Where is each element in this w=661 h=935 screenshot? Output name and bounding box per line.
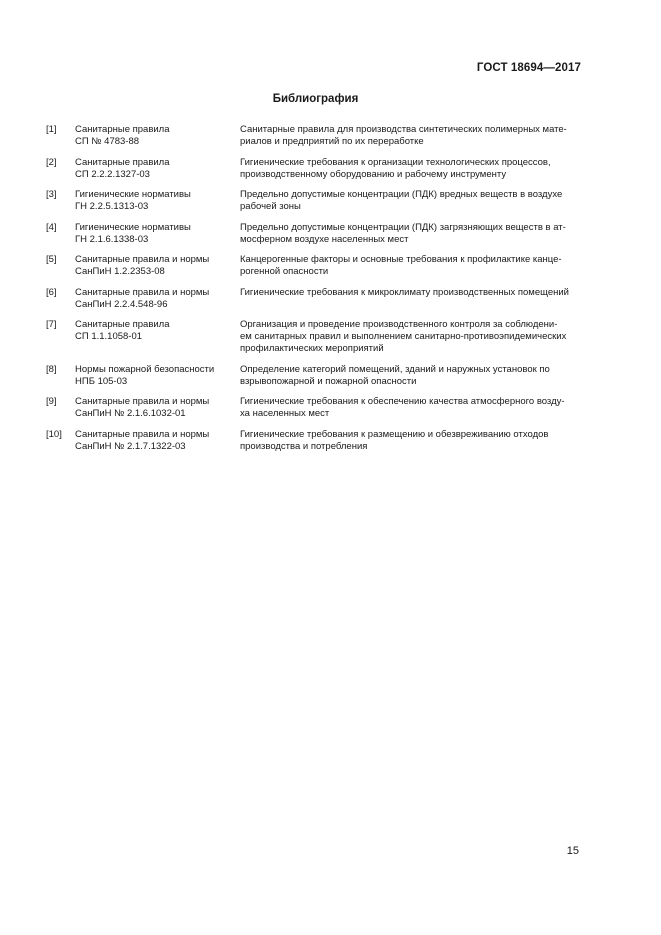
- entry-title-line: ха населенных мест: [240, 408, 330, 419]
- entry-title: [240, 396, 586, 420]
- entry-title-line: риалов и предприятий по их переработке: [240, 136, 424, 147]
- entry-title: [240, 287, 586, 311]
- bibliography-entry: [46, 287, 586, 311]
- entry-source-line: Санитарные правила и нормы: [75, 286, 210, 298]
- entry-source: [75, 319, 240, 355]
- entry-source-line: Санитарные правила и нормы: [75, 428, 210, 440]
- bibliography-entry: [46, 364, 586, 388]
- bibliography-entry: [46, 124, 586, 148]
- entry-source-line: СП 1.1.1058-01: [75, 331, 143, 342]
- entry-title-line: производства и потребления: [240, 440, 368, 452]
- entry-source-line: Санитарные правила и нормы: [75, 396, 210, 407]
- bibliography-entry: [46, 157, 586, 181]
- entry-title-line: Гигиенические требования к организации технологических процессов,: [240, 156, 551, 168]
- entry-source: [75, 287, 240, 311]
- entry-source-line: СП 2.2.2.1327-03: [75, 168, 150, 180]
- entry-title: [240, 124, 586, 148]
- entry-title: [240, 222, 586, 246]
- document-code: ГОСТ 18694—2017: [476, 62, 581, 74]
- entry-title-line: мосферном воздухе населенных мест: [240, 233, 409, 245]
- section-title: Библиография: [272, 93, 359, 105]
- bibliography-entry: [46, 222, 586, 246]
- entry-source-line: СанПиН № 2.1.6.1032-01: [75, 408, 186, 419]
- entry-number: [2]: [46, 156, 57, 168]
- entry-source: [75, 222, 240, 246]
- entry-source-line: Санитарные правила: [75, 156, 170, 168]
- page-number: 15: [566, 845, 579, 857]
- entry-title-line: Гигиенические требования к обеспечению качества атмосферного возду-: [240, 396, 565, 407]
- entry-source: [75, 189, 240, 213]
- entry-source-line: НПБ 105-03: [75, 375, 128, 387]
- bibliography-list: [46, 124, 586, 461]
- entry-source-line: ГН 2.1.6.1338-03: [75, 233, 149, 245]
- entry-title-line: Определение категорий помещений, зданий и наружных установок по: [240, 363, 550, 375]
- entry-number: [7]: [46, 319, 57, 330]
- entry-source: [75, 124, 240, 148]
- bibliography-entry: [46, 319, 586, 355]
- entry-source-line: ГН 2.2.5.1313-03: [75, 201, 149, 212]
- entry-number: [8]: [46, 363, 57, 375]
- entry-source-line: СанПиН № 2.1.7.1322-03: [75, 440, 186, 452]
- entry-source-line: Гигиенические нормативы: [75, 189, 191, 200]
- bibliography-entry: [46, 429, 586, 453]
- bibliography-entry: [46, 254, 586, 278]
- entry-number: [9]: [46, 396, 57, 407]
- entry-source-line: Санитарные правила и нормы: [75, 254, 210, 265]
- entry-title-line: Гигиенические требования к размещению и обезвреживанию отходов: [240, 428, 549, 440]
- entry-title-line: взрывопожарной и пожарной опасности: [240, 375, 417, 387]
- entry-source: [75, 364, 240, 388]
- entry-number: [1]: [46, 124, 57, 135]
- entry-source-line: СанПиН 1.2.2353-08: [75, 266, 165, 277]
- entry-title-line: ем санитарных правил и выполнением санитарно-противоэпидемических: [240, 331, 567, 342]
- entry-title-line: производственному оборудованию и рабочему инструменту: [240, 168, 507, 180]
- entry-source: [75, 429, 240, 453]
- entry-title-line: Организация и проведение производственного контроля за соблюдени-: [240, 319, 558, 330]
- entry-title: [240, 319, 586, 355]
- entry-title-line: рабочей зоны: [240, 201, 301, 212]
- entry-source-line: СанПиН 2.2.4.548-96: [75, 298, 168, 310]
- entry-source-line: Гигиенические нормативы: [75, 221, 191, 233]
- bibliography-entry: [46, 396, 586, 420]
- entry-source-line: Нормы пожарной безопасности: [75, 363, 215, 375]
- entry-source-line: Санитарные правила: [75, 124, 170, 135]
- entry-number: [3]: [46, 189, 57, 200]
- entry-source: [75, 157, 240, 181]
- entry-title: [240, 189, 586, 213]
- entry-title: [240, 157, 586, 181]
- entry-source: [75, 254, 240, 278]
- entry-number: [5]: [46, 254, 57, 265]
- entry-title-line: Предельно допустимые концентрации (ПДК) загрязняющих веществ в ат-: [240, 221, 566, 233]
- entry-source-line: СП № 4783-88: [75, 136, 140, 147]
- bibliography-entry: [46, 189, 586, 213]
- entry-title-line: Гигиенические требования к микроклимату производственных помещений: [240, 286, 569, 298]
- entry-title-line: Канцерогенные факторы и основные требования к профилактике канце-: [240, 254, 562, 265]
- entry-source-line: Санитарные правила: [75, 319, 170, 330]
- entry-title-line: Санитарные правила для производства синтетических полимерных мате-: [240, 124, 567, 135]
- entry-title: [240, 429, 586, 453]
- entry-number: [6]: [46, 286, 57, 298]
- entry-number: [4]: [46, 221, 57, 233]
- entry-title-line: профилактических мероприятий: [240, 343, 384, 354]
- entry-title: [240, 364, 586, 388]
- entry-source: [75, 396, 240, 420]
- entry-number: [10]: [46, 428, 62, 440]
- entry-title-line: Предельно допустимые концентрации (ПДК) вредных веществ в воздухе: [240, 189, 563, 200]
- entry-title-line: рогенной опасности: [240, 266, 329, 277]
- entry-title: [240, 254, 586, 278]
